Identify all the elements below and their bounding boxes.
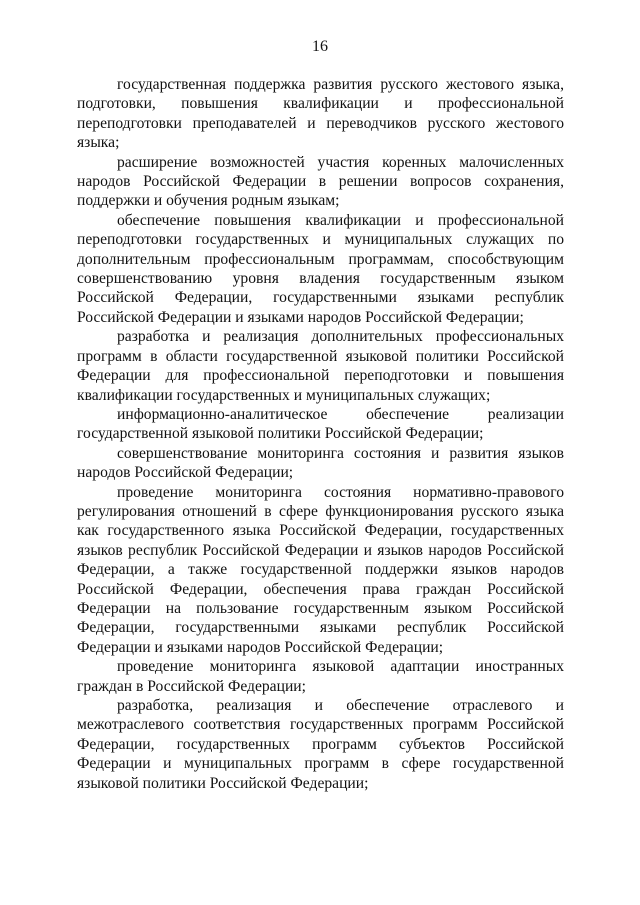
paragraph-civil-servants-training: обеспечение повышения квалификации и профессиональной переподготовки государственных и муниципальных служащих по дополнительным профессиональным программам, способствующим совершенствованию уровня владения государственным языком Российской Федерации, государственными языками республик Российской Федерации и языками народов Российской Федерации; bbox=[77, 211, 564, 326]
paragraph-language-monitoring: совершенствование мониторинга состояния и развития языков народов Российской Федерации; bbox=[77, 444, 564, 482]
paragraph-migrant-adaptation-monitoring: проведение мониторинга языковой адаптации иностранных граждан в Российской Федерации; bbox=[77, 658, 564, 695]
paragraph-indigenous-peoples-participation: расширение возможностей участия коренных малочисленных народов Российской Федерации в решении вопросов сохранения, поддержки и обучения родным языкам; bbox=[77, 153, 564, 210]
document-body bbox=[77, 75, 564, 793]
paragraph-professional-programs: разработка и реализация дополнительных профессиональных программ в области государственной языковой политики Российской Федерации для профессиональной переподготовки и повышения квалификации государственных и муниципальных служащих; bbox=[77, 328, 564, 404]
paragraph-state-programs-compliance: разработка, реализация и обеспечение отраслевого и межотраслевого соответствия государственных программ Российской Федерации, государственных программ субъектов Российской Федерации и муниципальных программ в сфере государственной языковой политики Российской Федерации; bbox=[77, 697, 564, 792]
paragraph-information-analytics: информационно-аналитическое обеспечение реализации государственной языковой политики Российской Федерации; bbox=[77, 405, 564, 443]
paragraph-legal-regulation-monitoring: проведение мониторинга состояния нормативно-правового регулирования отношений в сфере функционирования русского языка как государственного языка Российской Федерации, государственных языков республик Российской Федерации и языков народов Российской Федерации, а также государственной поддержки языков народов Российской Федерации, обеспечения права граждан Российской Федерации на пользование государственным языком Российской Федерации, государственными языками республик Российской Федерации и языками народов Российской Федерации; bbox=[77, 483, 564, 656]
page-number: 16 bbox=[312, 38, 328, 55]
paragraph-sign-language-support: государственная поддержка развития русского жестового языка, подготовки, повышения квалификации и профессиональной переподготовки преподавателей и переводчиков русского жестового языка; bbox=[77, 76, 564, 152]
